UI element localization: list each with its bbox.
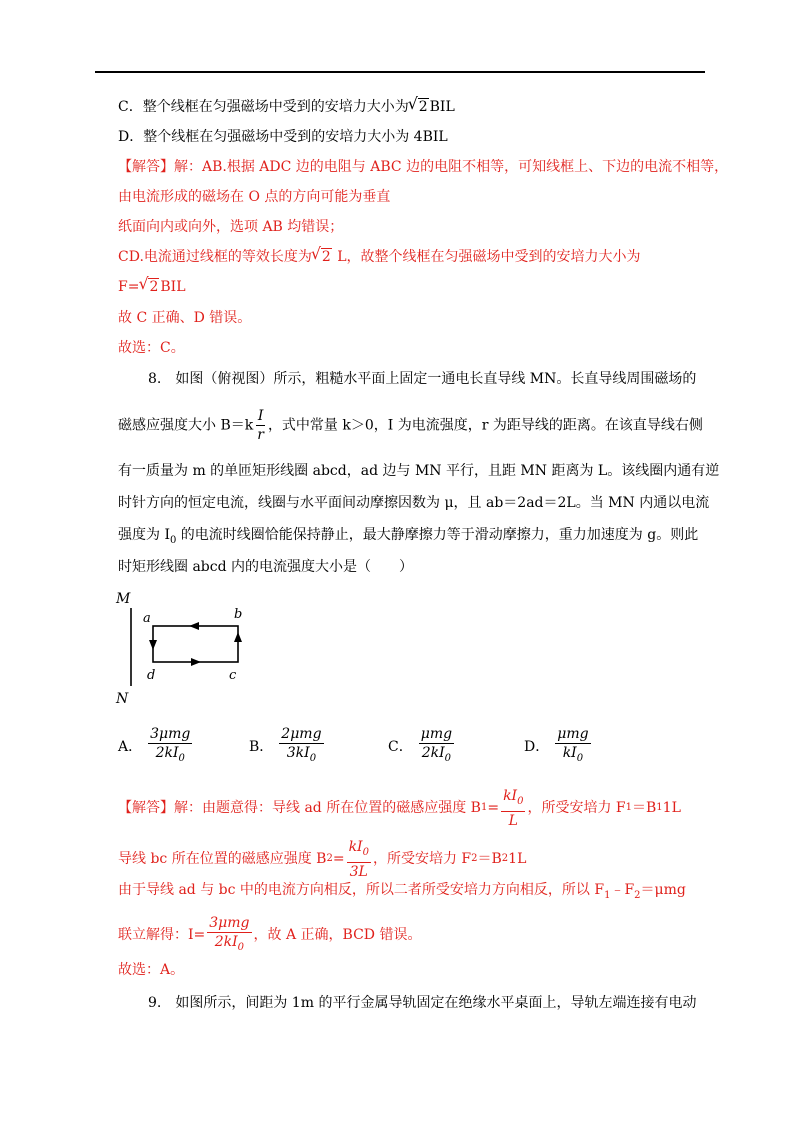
frac-num: I [257,408,264,424]
arrow-bottom [191,658,201,666]
q9-line1: 9. 如图所示，间距为 1m 的平行金属导轨固定在绝缘水平桌面上，导轨左端连接有电动 [148,995,697,1011]
option-fraction [419,725,454,768]
option-a [118,725,194,768]
sqrt-radicand: 2 [149,279,159,295]
frac-den-sub: 0 [237,941,245,953]
answer-tag: 【解答】 [118,159,174,175]
a8-l1d: 1L [662,800,681,817]
a8-l3s2: 2 [634,889,641,901]
frac-num [347,838,371,863]
fraction-b1 [501,787,525,830]
a8-l2c: ＝B [477,851,502,868]
frac-den: L [508,812,518,829]
answer8-line1 [118,787,681,830]
answer7-line7: 故选：C。 [118,340,185,356]
frac-den-text: kI [562,745,577,761]
answer7-line3: 纸面向内或向外，选项 AB 均错误； [118,219,344,235]
frac-den [213,933,246,957]
sqrt-radicand: 2 [418,99,428,115]
a8-l2b: ，所受安培力 F [372,851,472,868]
label-d: d [147,668,156,683]
fraction-b2 [347,838,371,881]
frac-den [285,744,318,768]
frac-den-sub: 0 [178,752,185,764]
answer-tag: 【解答】 [118,800,174,817]
a8-l1c: ＝B [632,800,657,817]
frac-den [154,744,187,768]
a8-l3s1: 1 [604,889,611,901]
frac-den [420,744,453,768]
label-a: a [143,611,151,626]
a8-l2d: 1L [508,851,527,868]
label-n: N [116,691,129,707]
option-label: A． [118,739,143,756]
a8-l1b: ，所受安培力 F [527,800,626,817]
q8-line3: 有一质量为 m 的单匝矩形线圈 abcd，ad 边与 MN 平行，且距 MN 距离为 L。该线圈内通有逆 [118,463,720,479]
label-m: M [116,591,131,607]
label-b: b [234,607,243,622]
q8-line6: 时矩形线圈 abcd 内的电流强度大小是（ ） [118,559,414,575]
option-fraction [555,725,590,768]
option-label: D． [524,739,550,756]
q8-l5a: 强度为 I [118,527,170,543]
frac-num-text: kI [503,788,518,804]
answer8-line3 [118,880,686,906]
sqrt-symbol [139,277,159,297]
frac-num: 3μmg [150,726,191,742]
a8-l3c: ＝μmg [640,882,686,898]
answer7-l4a: CD.电流通过线框的等效长度为 [118,249,312,265]
a8-l1s3: 1 [656,802,663,814]
frac-num: 3μmg [209,915,250,931]
frac-num: 2μmg [281,726,322,742]
answer8-line4 [118,914,421,957]
answer8-line2 [118,838,526,881]
sqrt-symbol [312,247,332,267]
a8-l1a: 解：由题意得：导线 ad 所在位置的磁感应强度 B [174,800,481,817]
fraction-answer [207,914,251,957]
arrow-right [234,632,242,642]
a8-l3b: ﹣F [610,882,635,898]
q8-line5 [118,525,698,551]
header-rule [95,71,705,73]
frac-den: 3L [349,863,368,880]
option-label: B． [249,739,274,756]
option-fraction [148,725,192,768]
answer7-line1 [118,157,728,177]
frac-num-sub: 0 [517,795,524,807]
q8-line2 [118,407,703,444]
a8-l2a: 导线 bc 所在位置的磁感应强度 B [118,851,327,868]
coil-rect [153,626,238,662]
a8-l2eq: = [332,851,345,868]
answer7-line5 [118,277,186,297]
frac-den [561,744,585,768]
q8-l2a: 磁感应强度大小 B＝k [118,417,254,434]
frac-num: μmg [420,726,453,742]
answer7-line2: 由电流形成的磁场在 O 点的方向可能为垂直 [118,189,391,205]
sqrt-radicand: 2 [321,249,331,265]
frac-den-sub: 0 [309,752,317,764]
frac-den-text: 3kI [286,745,310,761]
option-b [249,725,326,768]
answer7-l5b: BIL [160,279,186,295]
option-c-tail: BIL [429,99,455,115]
frac-den: r [257,427,264,443]
a8-l2s: 2 [326,853,333,865]
answer7-line4 [118,247,641,267]
q8-line4: 时针方向的恒定电流，线圈与水平面间动摩擦因数为 μ，且 ab＝2ad＝2L。当 MN 内通以电流 [118,495,710,511]
a8-l1s2: 1 [625,802,632,814]
a8-l1eq: = [487,800,500,817]
frac-num: μmg [557,726,589,742]
a8-l4a: 联立解得：I= [118,927,206,944]
a8-l2s2: 2 [471,853,478,865]
option-label: C． [388,739,413,756]
frac-den-sub: 0 [576,752,584,764]
frac-den-text: 2kI [214,934,238,950]
q8-l5sub: 0 [169,534,177,546]
sqrt-symbol [409,97,429,117]
coil-figure [110,588,260,708]
option-c-q7 [118,97,455,117]
a8-l1s: 1 [480,802,488,814]
answer7-l4b: L，故整个线框在匀强磁场中受到的安培力大小为 [332,249,641,265]
option-c [388,725,456,768]
answer7-text1: 解：AB.根据 ADC 边的电阻与 ABC 边的电阻不相等，可知线框上、下边的电流不相等， [174,159,729,175]
answer7-l5a: F= [118,279,140,295]
option-c-text: C．整个线框在匀强磁场中受到的安培力大小为 [118,99,409,115]
frac-num-sub: 0 [362,846,369,858]
q8-l5b: 的电流时线圈恰能保持静止，最大静摩擦力等于滑动摩擦力，重力加速度为 g。则此 [176,527,699,543]
a8-l2s3: 2 [501,853,509,865]
frac-num-text: kI [348,839,363,855]
label-c: c [229,668,237,683]
q8-line1: 8. 如图（俯视图）所示，粗糙水平面上固定一通电长直导线 MN。长直导线周围磁场的 [148,371,697,387]
option-d-q7: D．整个线框在匀强磁场中受到的安培力大小为 4BIL [118,129,448,145]
frac-den-sub: 0 [444,752,452,764]
fraction-i-over-r [255,407,266,444]
arrow-left [149,640,157,650]
answer7-line6: 故 C 正确、D 错误。 [118,310,252,326]
frac-den-text: 2kI [421,745,445,761]
a8-l4b: ，故 A 正确，BCD 错误。 [253,927,422,944]
answer8-line5: 故选：A。 [118,962,185,978]
a8-l3a: 由于导线 ad 与 bc 中的电流方向相反，所以二者所受安培力方向相反，所以 F [118,882,605,898]
arrow-top [189,622,199,630]
q8-l2b: ，式中常量 k＞0，I 为电流强度，r 为距导线的距离。在该直导线右侧 [267,417,703,434]
option-d [524,725,593,768]
option-fraction [279,725,323,768]
frac-den-text: 2kI [155,745,179,761]
frac-num [501,787,525,812]
